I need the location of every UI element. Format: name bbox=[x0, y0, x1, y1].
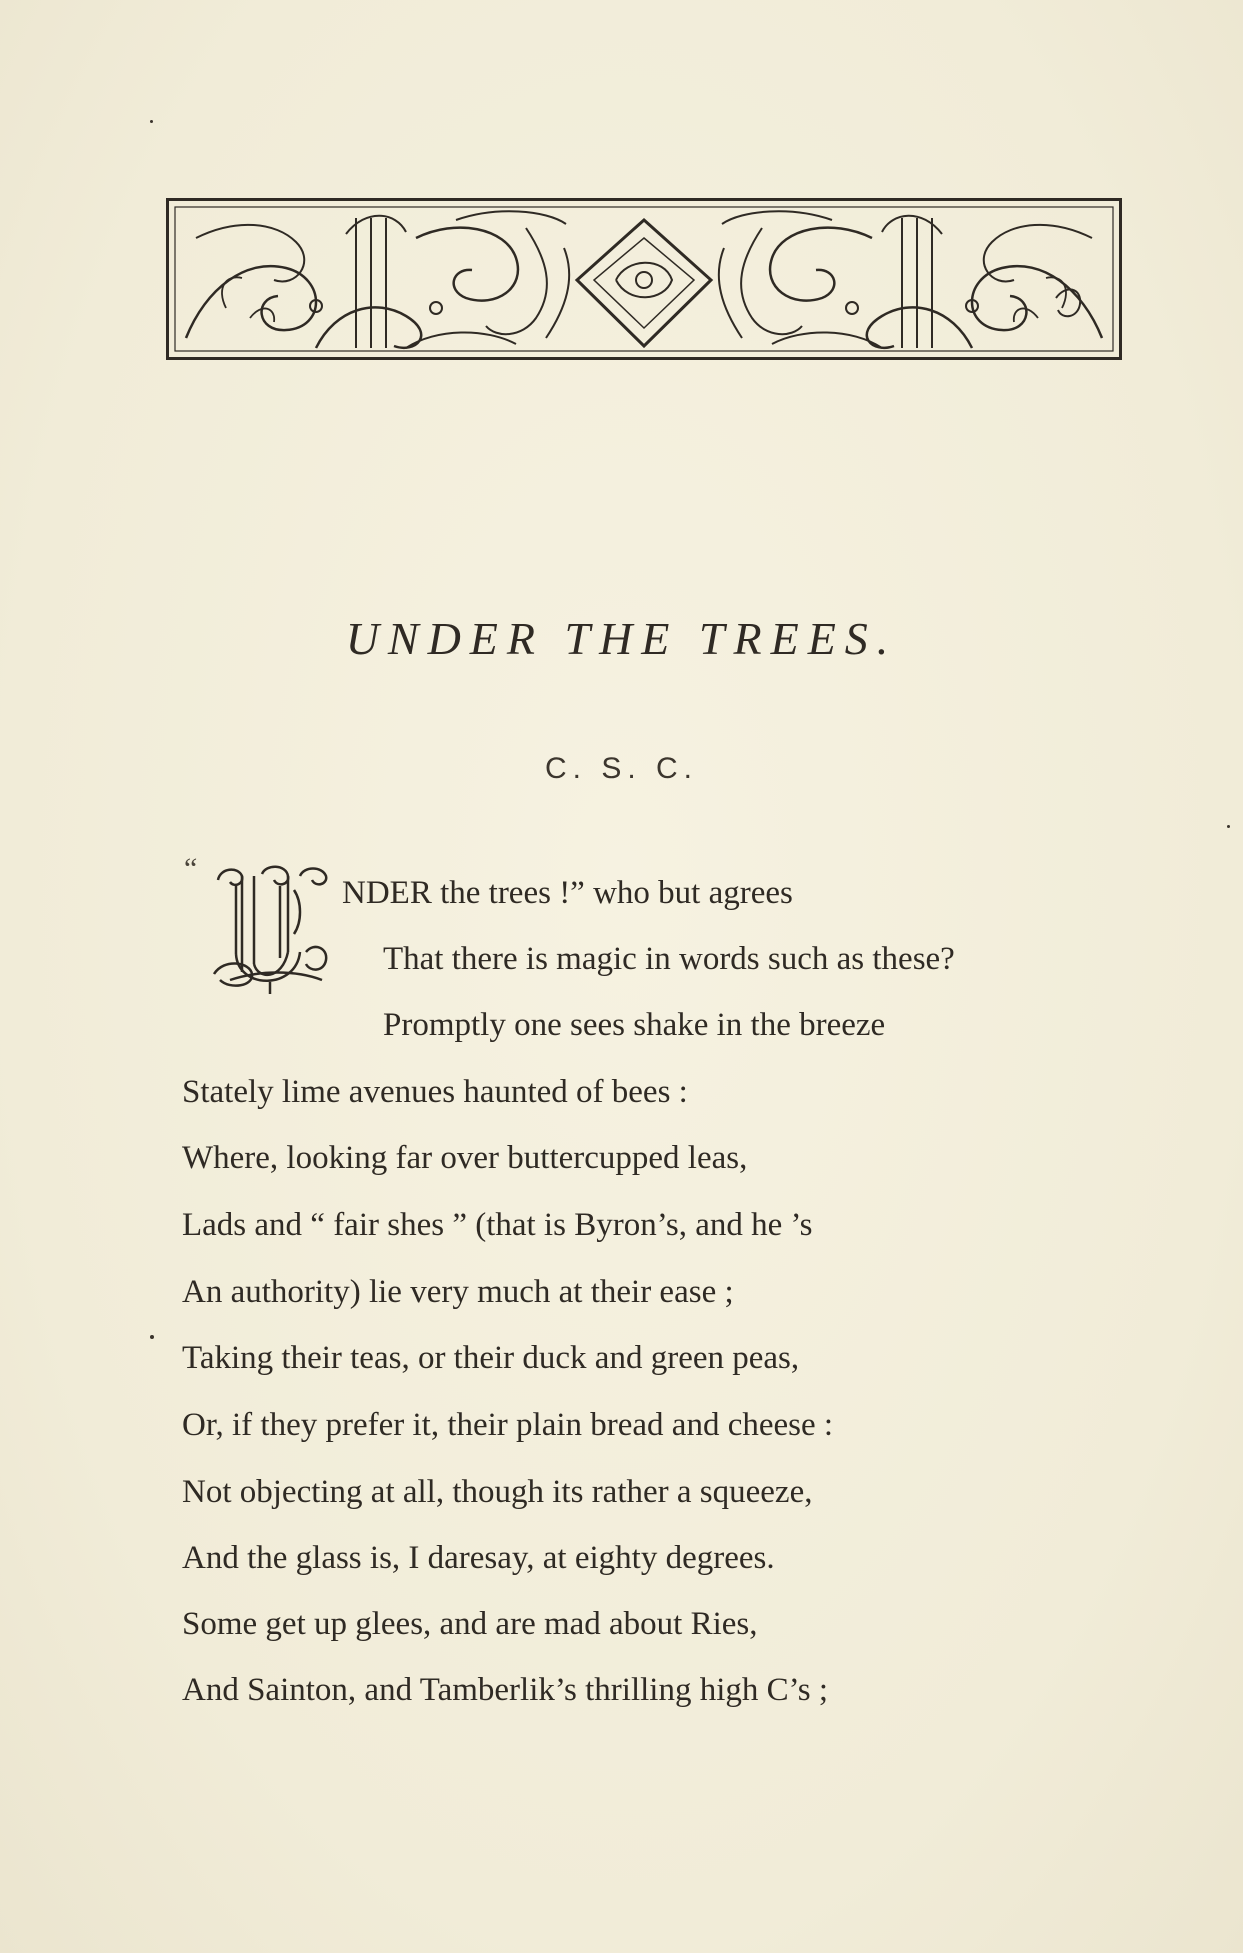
poem-line: Lads and “ fair shes ” (that is Byron’s, and he ’s bbox=[182, 1207, 813, 1243]
poem-line: And Sainton, and Tamberlik’s thrilling high C’s ; bbox=[182, 1672, 829, 1708]
poem-line: An authority) lie very much at their ease ; bbox=[182, 1274, 734, 1310]
poem-line: NDER the trees !” who but agrees bbox=[342, 875, 793, 911]
foliate-scroll-icon bbox=[166, 198, 1122, 362]
poem-line: Stately lime avenues haunted of bees : bbox=[182, 1074, 688, 1110]
poem-line: That there is magic in words such as these? bbox=[383, 941, 955, 977]
paper-speck bbox=[150, 120, 153, 123]
paper-speck bbox=[1227, 825, 1230, 828]
paper-speck bbox=[150, 1335, 154, 1339]
opening-quotation-mark: “ bbox=[184, 852, 198, 885]
poem-line: Taking their teas, or their duck and green peas, bbox=[182, 1340, 800, 1376]
poem-line: Where, looking far over buttercupped leas, bbox=[182, 1140, 748, 1176]
poem-title: UNDER THE TREES. bbox=[345, 613, 898, 664]
poem-line: Some get up glees, and are mad about Ries, bbox=[182, 1606, 758, 1642]
poem-line: Not objecting at all, though its rather a squeeze, bbox=[182, 1474, 813, 1510]
poem-line: And the glass is, I daresay, at eighty degrees. bbox=[182, 1540, 775, 1576]
poem-author: C. S. C. bbox=[544, 752, 698, 785]
decorated-initial-u-icon bbox=[210, 862, 340, 994]
ornamental-headpiece bbox=[166, 198, 1122, 362]
poem-line: Or, if they prefer it, their plain bread and cheese : bbox=[182, 1407, 834, 1443]
poem-line: Promptly one sees shake in the breeze bbox=[383, 1007, 886, 1043]
